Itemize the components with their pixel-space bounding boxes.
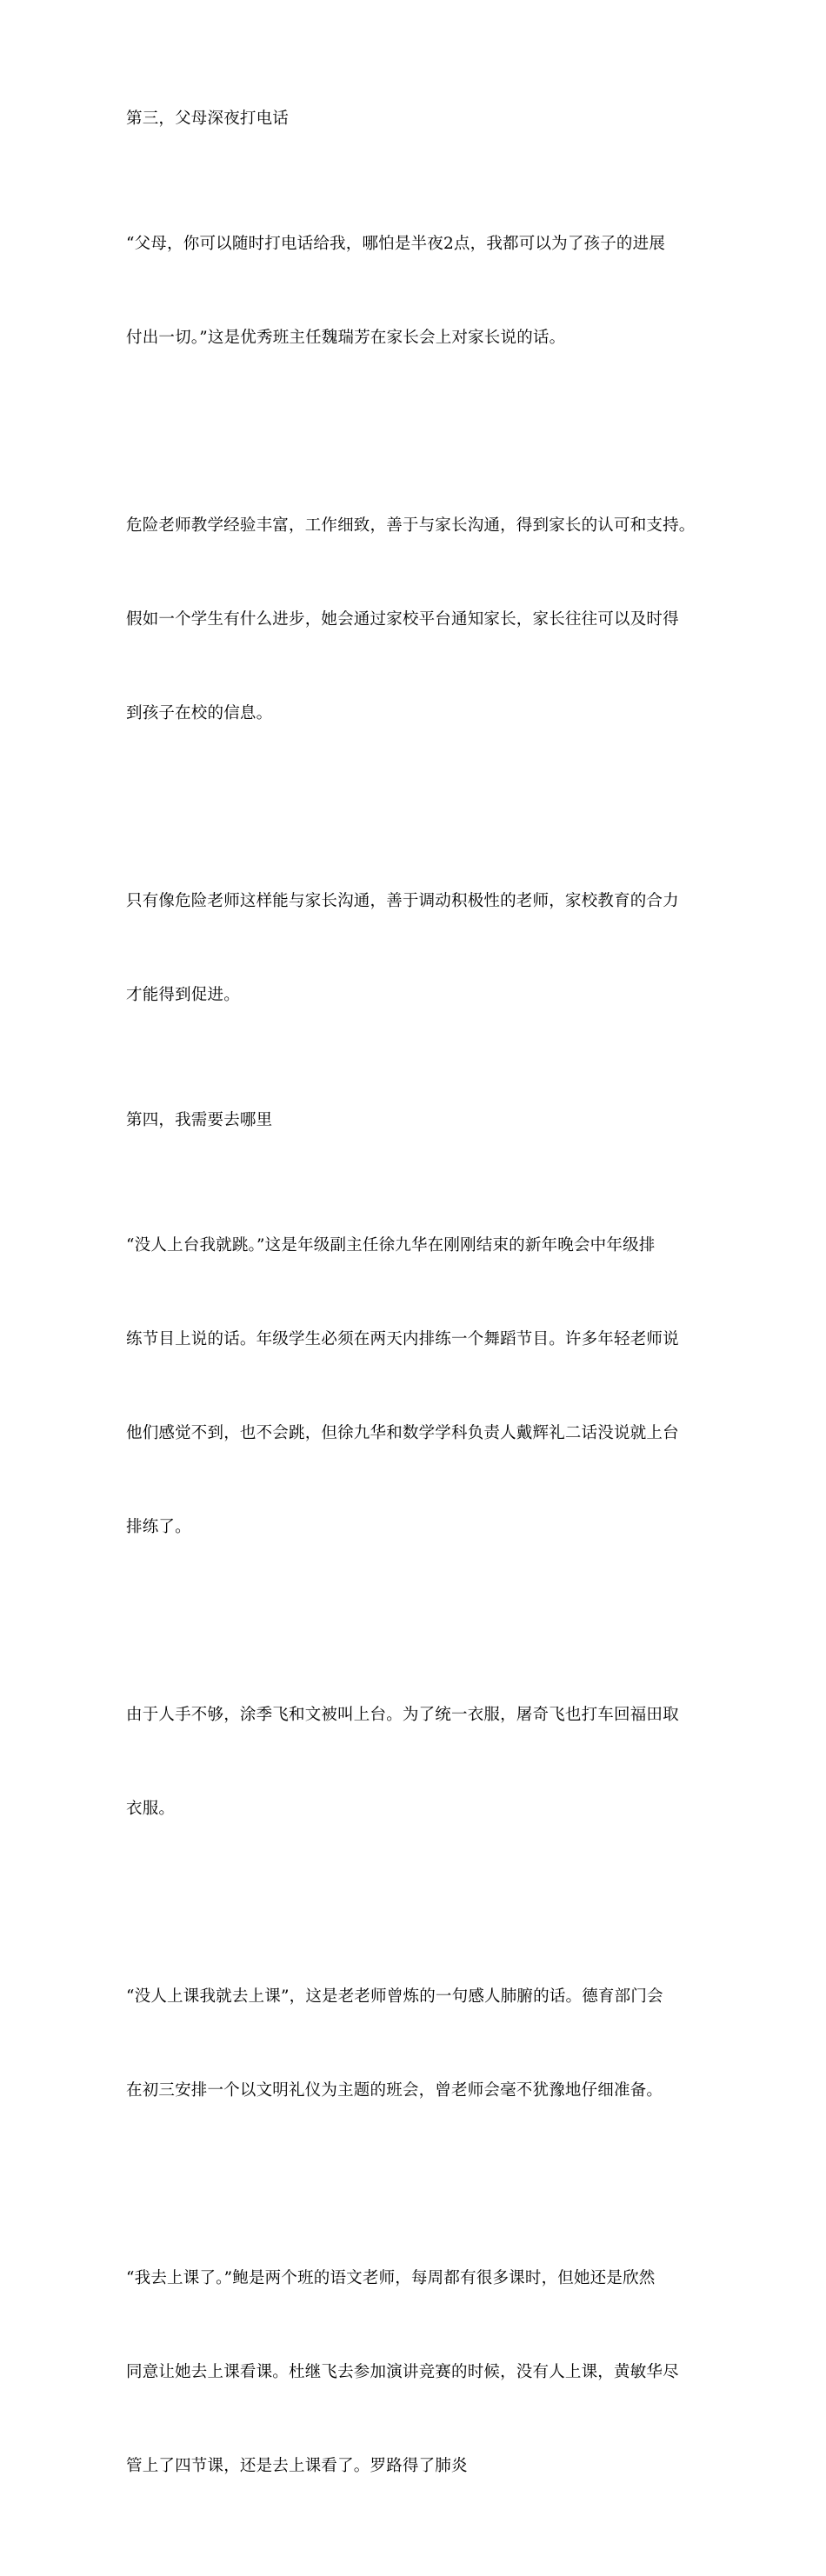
text-line: 由于人手不够，涂季飞和文被叫上台。为了统一衣服，屠奇飞也打车回福田取 <box>126 1706 679 1724</box>
text-line: 第三，父母深夜打电话 <box>126 110 290 128</box>
text-line: “我去上课了。”鲍是两个班的语文老师，每周都有很多课时，但她还是欣然 <box>126 2269 656 2287</box>
paragraph <box>126 1168 713 1606</box>
text-line: 危险老师教学经验丰富，工作细致，善于与家长沟通，得到家长的认可和支持。 <box>126 516 696 535</box>
text-line: “没人上课我就去上课”，这是老老师曾炼的一句感人肺腑的话。德育部门会 <box>126 1987 663 2006</box>
text-line: 排练了。 <box>126 1518 191 1536</box>
paragraph <box>126 1919 713 2169</box>
text-line: 付出一切。”这是优秀班主任魏瑞芳在家长会上对家长说的话。 <box>126 329 566 347</box>
text-line: 到孩子在校的信息。 <box>126 704 273 722</box>
paragraph <box>126 1637 713 1887</box>
text-line: 第四，我需要去哪里 <box>126 1111 273 1129</box>
text-line: 衣服。 <box>126 1800 176 1818</box>
text-line: 在初三安排一个以文明礼仪为主题的班会，曾老师会毫不犹豫地仔细准备。 <box>126 2081 663 2100</box>
text-line: 他们感觉不到，也不会跳，但徐九华和数学学科负责人戴辉礼二话没说就上台 <box>126 1424 679 1442</box>
text-line: 只有像危险老师这样能与家长沟通，善于调动积极性的老师，家校教育的合力 <box>126 892 679 910</box>
text-line: 管上了四节课，还是去上课看了。罗路得了肺炎 <box>126 2457 468 2475</box>
text-line: 假如一个学生有什么进步，她会通过家校平台通知家长，家长往往可以及时得 <box>126 610 679 629</box>
paragraph <box>126 448 713 792</box>
text-line: “父母，你可以随时打电话给我，哪怕是半夜2点，我都可以为了孩子的进展 <box>126 235 666 253</box>
paragraph <box>126 2200 713 2545</box>
text-line: “没人上台我就跳。”这是年级副主任徐九华在刚刚结束的新年晚会中年级排 <box>126 1236 656 1255</box>
text-line: 同意让她去上课看课。杜继飞去参加演讲竞赛的时候，没有人上课，黄敏华尽 <box>126 2363 679 2381</box>
document-body <box>126 103 713 2576</box>
paragraph <box>126 823 713 1074</box>
text-line: 才能得到促进。 <box>126 986 240 1004</box>
section-heading-4 <box>126 1105 713 1136</box>
text-line: 练节目上说的话。年级学生必须在两天内排练一个舞蹈节目。许多年轻老师说 <box>126 1330 679 1348</box>
paragraph <box>126 166 713 416</box>
section-heading-3 <box>126 103 713 135</box>
